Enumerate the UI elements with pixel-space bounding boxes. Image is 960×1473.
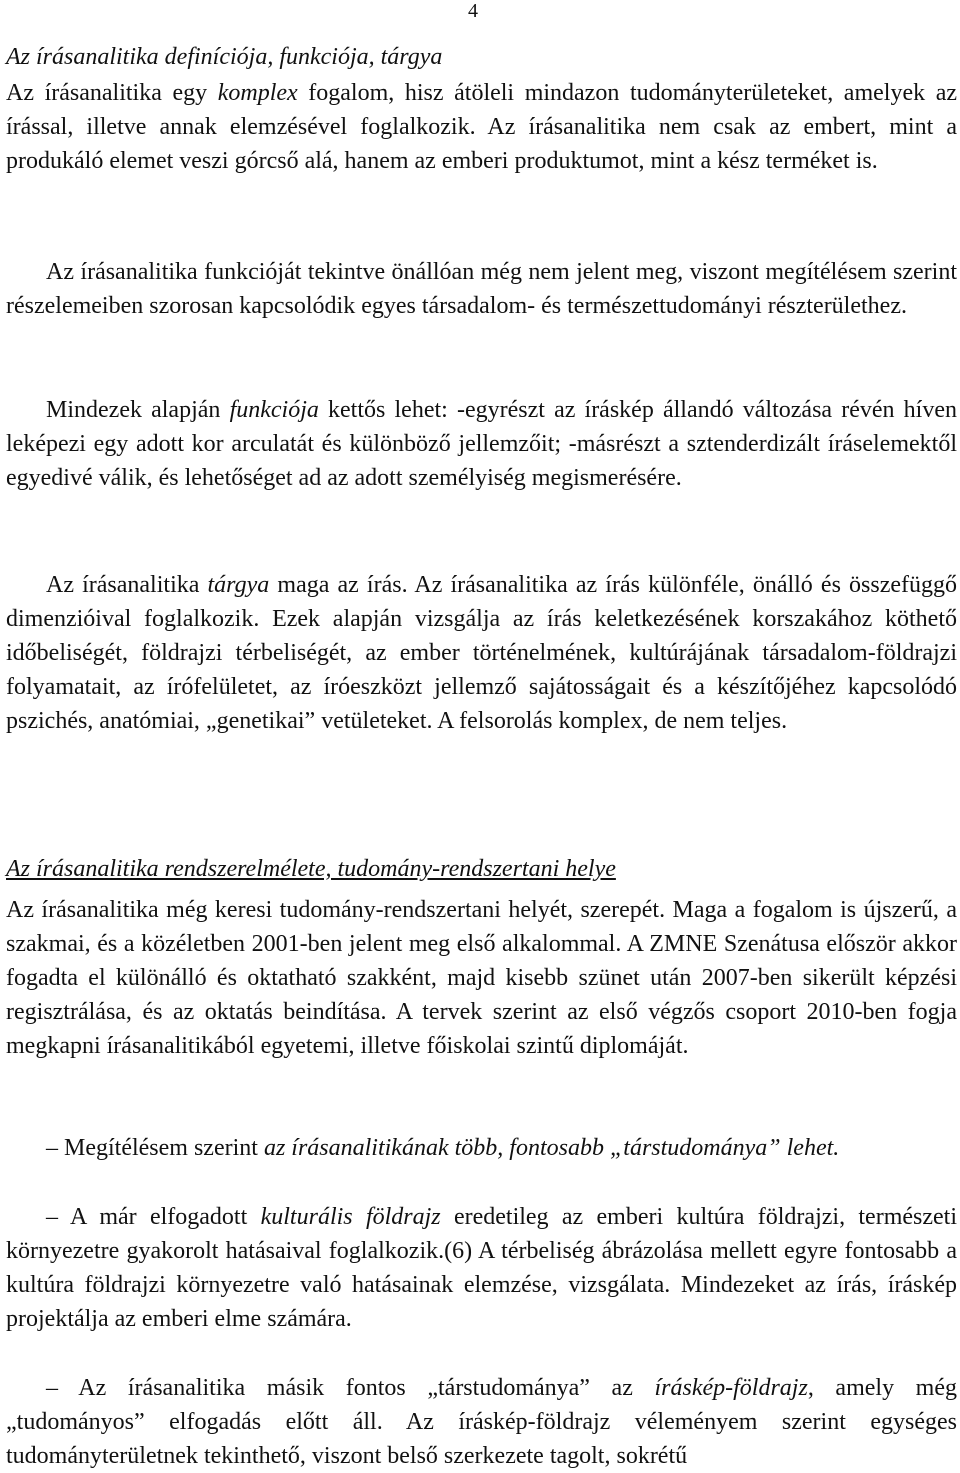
bullet-cultural-geography [6,1200,957,1336]
emphasis-text: tárgya [207,572,270,598]
text-run: Az írásanalitika [46,572,208,598]
text-run: – Az írásanalitika másik fontos „társtudománya” az [46,1375,655,1401]
text-run: Mindezek alapján [46,397,230,423]
paragraph-duality [6,393,957,495]
emphasis-text: komplex [217,80,298,106]
emphasis-text: az írásanalitikának több, fontosabb „társtudománya” lehet. [263,1135,840,1161]
page-number: 4 [468,0,478,22]
paragraph-function: Az írásanalitika funkcióját tekintve önállóan még nem jelent meg, viszont megítélésem szerint részelemeiben szorosan kapcsolódik egyes társadalom- és természettudományi részterülethez. [6,259,957,319]
bullet-assessment [6,1131,957,1165]
emphasis-text: kulturális földrajz [260,1204,441,1230]
text-run: eredetileg az emberi kultúra földrajzi, természeti környezetre gyakorolt hatásaival foglalkozik.(6) A térbeliség ábrázolása mellett egyre fontosabb a kultúra földrajzi környezetre való hatásainak elemzése, vizsgálata. Mindezeket az írás, íráskép projektálja az emberi elme számára. [6,1204,958,1332]
paragraph-intro [6,76,957,178]
text-run: fogalom, hisz átöleli mindazon tudományterületeket, amelyek az írással, illetve annak elemzésével foglalkozik. Az írásanalitika nem csak az embert, mint a produkáló elemet veszi górcső alá, hanem az emberi produktumot, mint a kész terméket is. [6,80,957,174]
text-run: maga az írás. Az írásanalitika az írás különféle, önálló és összefüggő dimenzióival foglalkozik. Ezek alapján vizsgálja az írás keletkezésének korszakához köthető időbeliségét, földrajzi térbeliségét, az ember történelmének, kultúrájának társadalom-földrajzi folyamatait, az írófelületet, az íróeszközt jellemző sajátosságait és a készítőjéhez kapcsolódó pszichés, anatómiai, „genetikai” vetületeket. A felsorolás komplex, de nem teljes. [6,572,958,734]
section-heading-definition: Az írásanalitika definíciója, funkciója, tárgya [6,44,443,70]
bullet-script-geography [6,1371,957,1473]
text-run: , amely még „tudományos” elfogadás előtt áll. Az íráskép-földrajz véleményem szerint egységes tudományterületnek tekinthető, viszont belső szerkezete tagolt, sokrétű [6,1375,958,1469]
paragraph-subject [6,568,957,738]
text-run: Az írásanalitika egy [6,80,218,106]
emphasis-text: funkciója [229,397,319,423]
section-heading-system: Az írásanalitika rendszerelmélete, tudomány-rendszertani helye [6,856,616,882]
paragraph-system: Az írásanalitika még keresi tudomány-rendszertani helyét, szerepét. Maga a fogalom is újszerű, a szakmai, és a közéletben 2001-ben jelent meg első alkalommal. A ZMNE Szenátusa először akkor fogadta el különálló és oktatható szakként, majd kisebb szünet után 2007-ben sikerült képzési regisztrálása, és az oktatás beindítása. A tervek szerint az első végzős csoport 2010-ben fogja megkapni írásanalitikából egyetemi, illetve főiskolai szintű diplomáját. [6,897,957,1059]
emphasis-text: íráskép-földrajz [654,1375,808,1401]
text-run: kettős lehet: -egyrészt az íráskép állandó változása révén híven leképezi egy adott kor arculatát és különböző jellemzőit; -másrészt a sztenderdizált íráselemektől egyedivé válik, és lehetőséget ad az adott személyiség megismerésére. [6,397,957,491]
text-run: – A már elfogadott [46,1204,261,1230]
text-run: – Megítélésem szerint [46,1135,264,1161]
